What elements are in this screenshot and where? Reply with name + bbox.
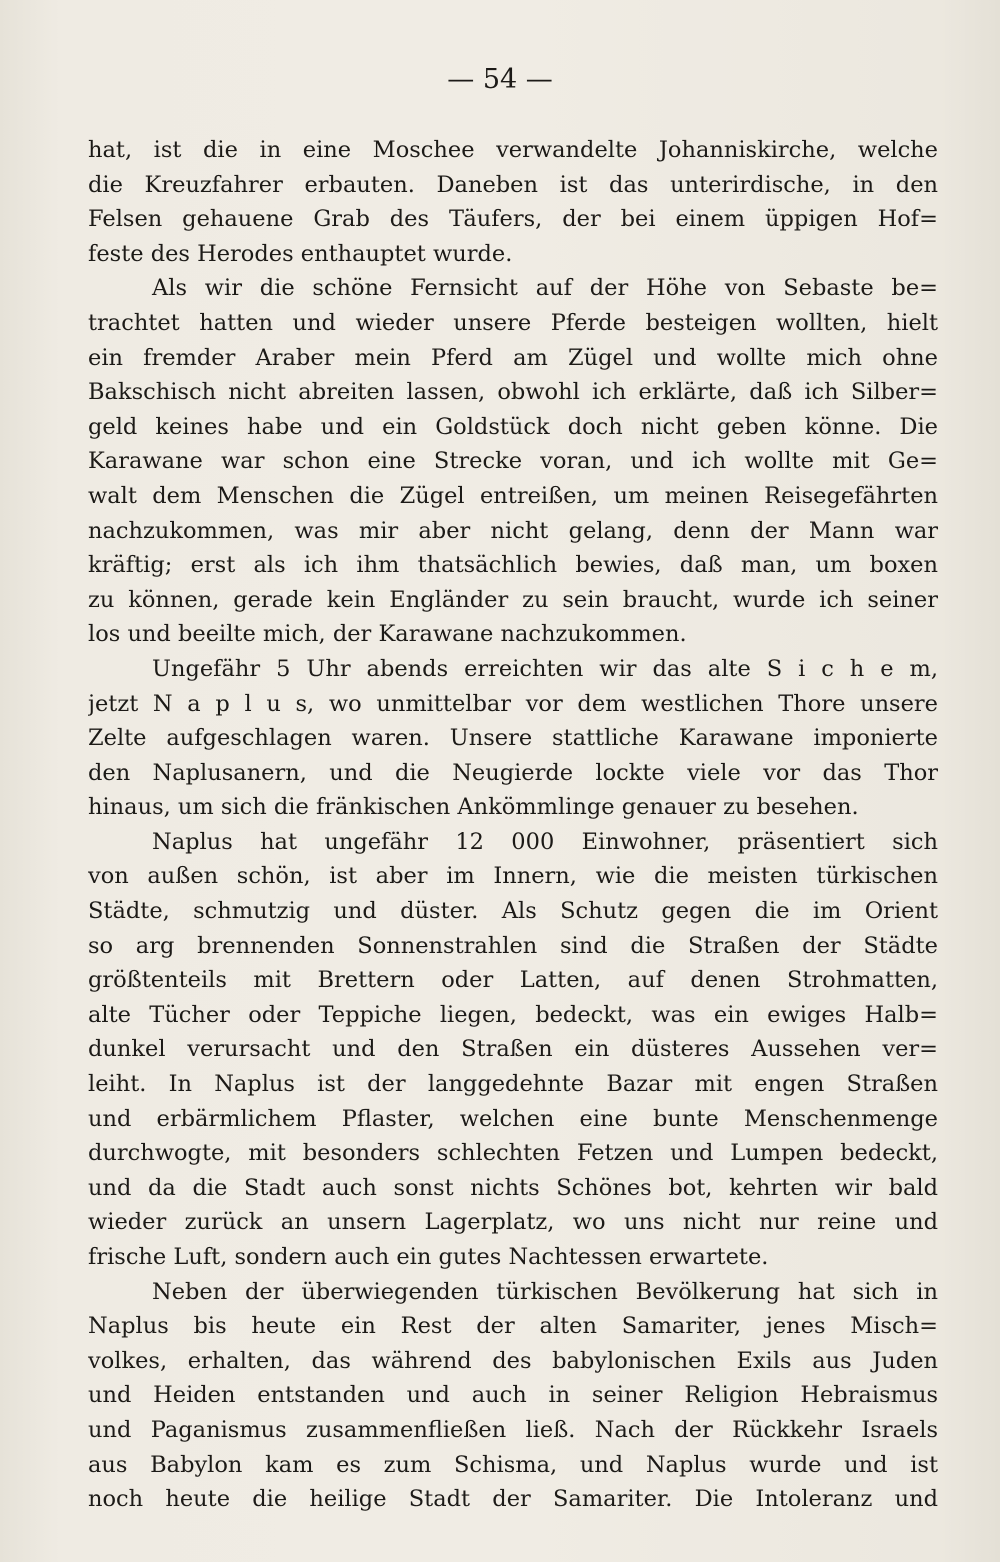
- text-line: Bakschisch nicht abreiten lassen, obwohl ich erklärte, daß ich Silber=: [88, 379, 938, 406]
- text-line: durchwogte, mit besonders schlechten Fetzen und Lumpen bedeckt,: [88, 1140, 938, 1167]
- text-line: Naplus bis heute ein Rest der alten Samariter, jenes Misch=: [88, 1313, 938, 1340]
- text-line: und Paganismus zusammenfließen ließ. Nach der Rückkehr Israels: [88, 1416, 938, 1443]
- body-text: [88, 133, 938, 1517]
- text-line: wieder zurück an unsern Lagerplatz, wo uns nicht nur reine und: [88, 1209, 938, 1236]
- text-line: Als wir die schöne Fernsicht auf der Höhe von Sebaste be=: [152, 275, 938, 302]
- text-line: und Heiden entstanden und auch in seiner Religion Hebraismus: [88, 1382, 938, 1409]
- text-line: Zelte aufgeschlagen waren. Unsere stattliche Karawane imponierte: [88, 725, 938, 752]
- text-line: Naplus hat ungefähr 12 000 Einwohner, präsentiert sich: [152, 828, 938, 855]
- text-line: Ungefähr 5 Uhr abends erreichten wir das alte S i c h e m,: [152, 655, 938, 682]
- text-line: den Naplusanern, und die Neugierde lockte viele vor das Thor: [88, 759, 938, 786]
- text-line: noch heute die heilige Stadt der Samariter. Die Intoleranz und: [88, 1486, 938, 1513]
- text-line: Karawane war schon eine Strecke voran, und ich wollte mit Ge=: [88, 448, 938, 475]
- text-line: trachtet hatten und wieder unsere Pferde besteigen wollten, hielt: [88, 309, 938, 336]
- text-line: Städte, schmutzig und düster. Als Schutz gegen die im Orient: [88, 898, 938, 925]
- text-line: von außen schön, ist aber im Innern, wie die meisten türkischen: [88, 863, 938, 890]
- text-line: walt dem Menschen die Zügel entreißen, um meinen Reisegefährten: [88, 482, 938, 509]
- text-line: los und beeilte mich, der Karawane nachzukommen.: [88, 621, 687, 648]
- text-line: so arg brennenden Sonnenstrahlen sind die Straßen der Städte: [88, 932, 938, 959]
- text-line: größtenteils mit Brettern oder Latten, auf denen Strohmatten,: [88, 967, 938, 994]
- text-line: feste des Herodes enthauptet wurde.: [88, 240, 513, 267]
- text-line: geld keines habe und ein Goldstück doch nicht geben könne. Die: [88, 413, 938, 440]
- text-line: leiht. In Naplus ist der langgedehnte Bazar mit engen Straßen: [88, 1071, 938, 1098]
- text-line: Felsen gehauene Grab des Täufers, der bei einem üppigen Hof=: [88, 206, 938, 233]
- text-line: und erbärmlichem Pflaster, welchen eine bunte Menschenmenge: [88, 1105, 938, 1132]
- text-line: frische Luft, sondern auch ein gutes Nachtessen erwartete.: [88, 1244, 769, 1270]
- text-line: aus Babylon kam es zum Schisma, und Naplus wurde und ist: [88, 1451, 938, 1478]
- text-line: und da die Stadt auch sonst nichts Schönes bot, kehrten wir bald: [88, 1174, 938, 1201]
- text-line: Neben der überwiegenden türkischen Bevölkerung hat sich in: [152, 1278, 938, 1305]
- text-line: hat, ist die in eine Moschee verwandelte Johanniskirche, welche: [88, 137, 938, 163]
- text-line: volkes, erhalten, das während des babylonischen Exils aus Juden: [88, 1347, 938, 1374]
- text-line: dunkel verursacht und den Straßen ein düsteres Aussehen ver=: [88, 1036, 938, 1063]
- text-line: ein fremder Araber mein Pferd am Zügel und wollte mich ohne: [88, 344, 938, 371]
- text-line: nachzukommen, was mir aber nicht gelang, denn der Mann war: [88, 517, 938, 544]
- page-number: — 54 —: [447, 64, 553, 95]
- text-line: alte Tücher oder Teppiche liegen, bedeckt, was ein ewiges Halb=: [88, 1001, 938, 1028]
- text-line: jetzt N a p l u s, wo unmittelbar vor dem westlichen Thore unsere: [88, 690, 938, 717]
- text-line: zu können, gerade kein Engländer zu sein braucht, wurde ich seiner: [88, 586, 938, 613]
- text-line: kräftig; erst als ich ihm thatsächlich bewies, daß man, um boxen: [88, 552, 938, 579]
- text-line: die Kreuzfahrer erbauten. Daneben ist das unterirdische, in den: [88, 171, 938, 198]
- text-line: hinaus, um sich die fränkischen Ankömmlinge genauer zu besehen.: [88, 794, 859, 821]
